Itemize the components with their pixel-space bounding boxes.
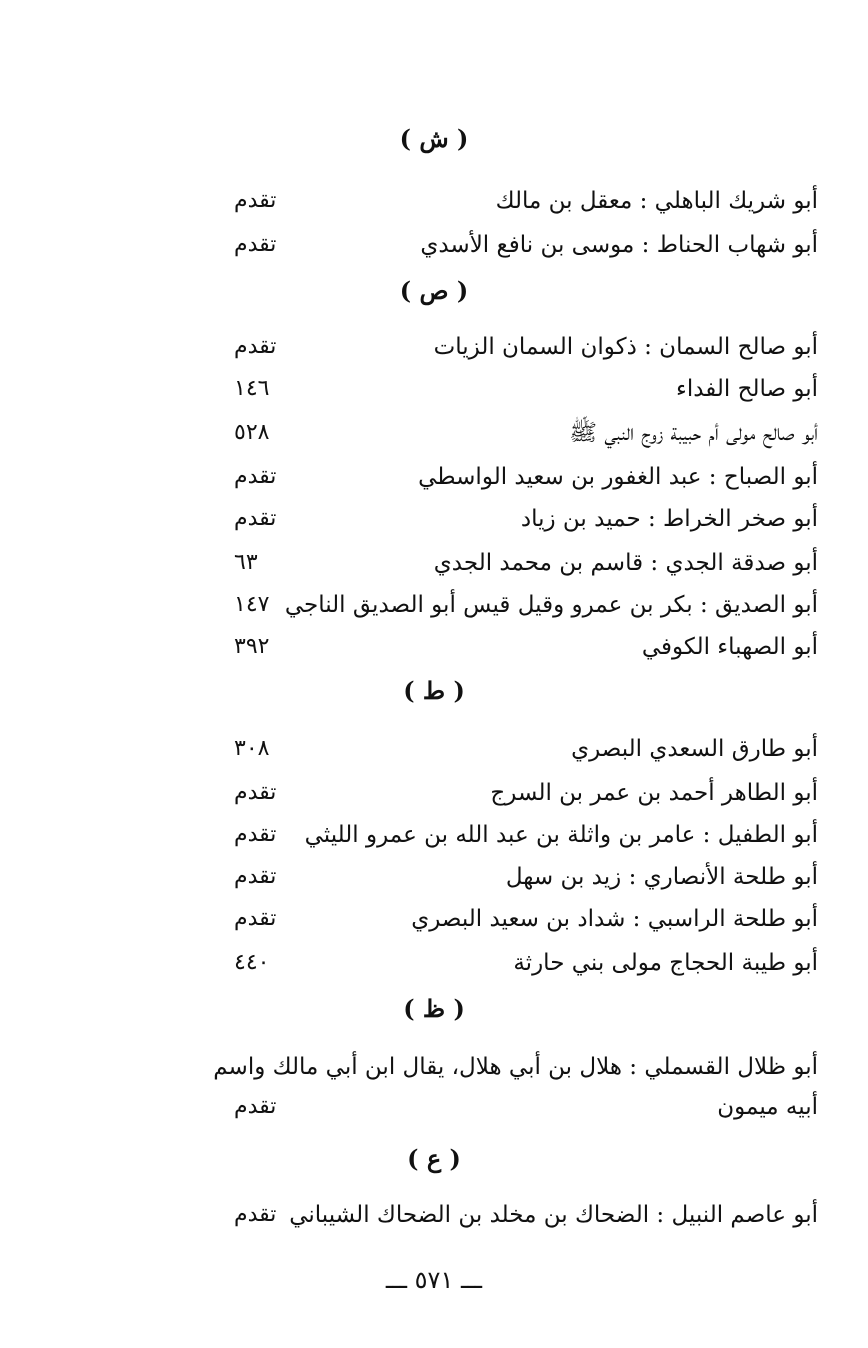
entry-name: أبو صخر الخراط : حميد بن زياد [520,506,818,532]
section-heading-ain: ( ع ) [407,1144,461,1173]
entry-name: أبو صالح السمان : ذكوان السمان الزيات [433,334,818,360]
index-entry [226,630,818,664]
entry-name: أبو الطاهر أحمد بن عمر بن السرج [490,780,818,806]
index-entry [226,732,818,766]
entry-ref: تقدم [234,1202,277,1227]
entry-ref: ٣٩٢ [234,634,270,659]
entry-ref: تقدم [234,780,277,805]
section-heading-saad: ( ص ) [399,276,469,305]
entry-name: أبو طارق السعدي البصري [571,736,818,762]
entry-ref: ٤٤٠ [234,950,270,975]
entry-name: أبو الصهباء الكوفي [641,634,818,660]
index-entry [226,502,818,536]
index-entry [226,372,818,406]
index-entry [226,588,818,622]
entry-ref: تقدم [234,188,277,213]
index-entry [226,1198,818,1232]
index-entry [226,946,818,980]
entry-name: أبو عاصم النبيل : الضحاك بن مخلد بن الضحاك الشيباني [289,1202,818,1228]
page-number: ـــ ٥٧١ ـــ [385,1266,483,1294]
index-entry [226,546,818,580]
index-entry [226,860,818,894]
entry-ref: ٦٣ [234,550,258,575]
entry-name-line2: أبيه ميمون [717,1094,818,1120]
entry-ref: تقدم [234,864,277,889]
entry-name: أبو طلحة الأنصاري : زيد بن سهل [505,864,818,890]
entry-name: أبو طيبة الحجاج مولى بني حارثة [513,950,818,976]
index-entry-multiline [213,1050,818,1130]
index-entry [226,818,818,852]
section-heading-taa: ( ط ) [403,676,465,705]
entry-ref: تقدم [234,232,277,257]
entry-ref: تقدم [234,334,277,359]
entry-ref: ١٤٧ [234,592,270,617]
entry-name: أبو الصباح : عبد الغفور بن سعيد الواسطي [418,464,818,490]
entry-ref: ٣٠٨ [234,736,270,761]
entry-ref: تقدم [234,506,277,531]
entry-name: أبو صدقة الجدي : قاسم بن محمد الجدي [433,550,818,576]
entry-ref: تقدم [234,464,277,489]
entry-ref: تقدم [234,906,277,931]
entry-name: أبو صالح مولى أم حبيبة زوج النبي ﷺ [569,420,818,446]
entry-name: أبو الطفيل : عامر بن واثلة بن عبد الله بن عمرو الليثي [304,822,818,848]
index-entry [226,330,818,364]
entry-name: أبو شهاب الحناط : موسى بن نافع الأسدي [420,232,818,258]
entry-name-line1: أبو ظلال القسملي : هلال بن أبي هلال، يقال ابن أبي مالك واسم [213,1054,818,1080]
entry-ref: ١٤٦ [234,376,270,401]
entry-name: أبو الصديق : بكر بن عمرو وقيل قيس أبو الصديق الناجي [284,592,818,618]
index-entry [226,228,818,262]
index-entry [226,184,818,218]
entry-name: أبو شريك الباهلي : معقل بن مالك [495,188,818,214]
entry-ref: تقدم [234,1094,277,1119]
index-entry [226,902,818,936]
section-heading-sheen: ( ش ) [399,124,469,153]
index-entry [226,416,818,450]
index-entry [226,776,818,810]
entry-ref: ٥٢٨ [234,420,270,445]
entry-name: أبو صالح الفداء [676,376,818,402]
section-heading-zaa: ( ظ ) [403,994,465,1023]
entry-ref: تقدم [234,822,277,847]
entry-name: أبو طلحة الراسبي : شداد بن سعيد البصري [411,906,818,932]
index-entry [226,460,818,494]
